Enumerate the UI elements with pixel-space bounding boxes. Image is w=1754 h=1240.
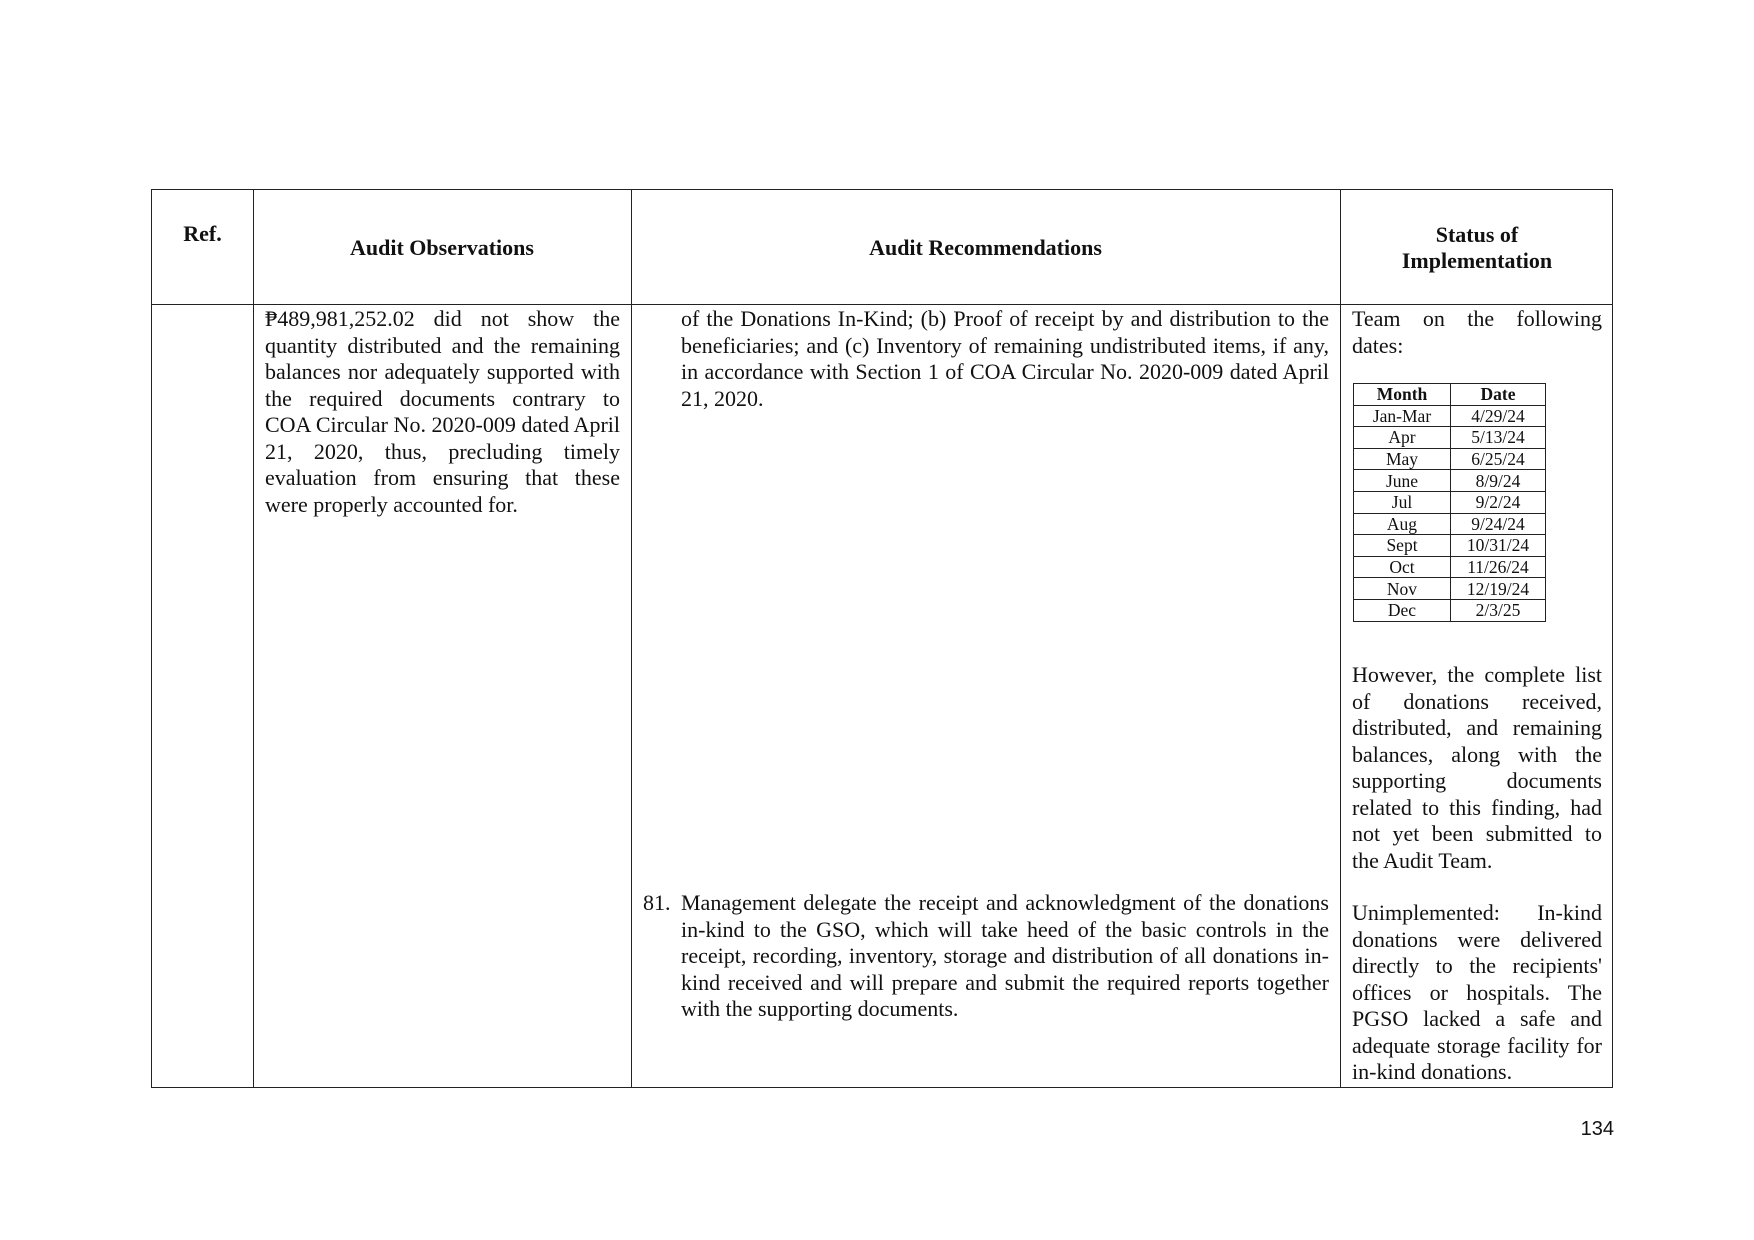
table-row xyxy=(1354,513,1546,535)
dates-month-cell: Jul xyxy=(1354,491,1451,513)
table-row xyxy=(1354,491,1546,513)
header-audit-recommendations: Audit Recommendations xyxy=(869,235,1102,260)
dates-month-cell: Sept xyxy=(1354,535,1451,557)
table-row xyxy=(1354,405,1546,427)
dates-date-cell: 4/29/24 xyxy=(1451,405,1546,427)
dates-date-cell: 8/9/24 xyxy=(1451,470,1546,492)
dates-header-date: Date xyxy=(1451,384,1546,406)
header-audit-observations: Audit Observations xyxy=(350,235,534,260)
dates-date-cell: 10/31/24 xyxy=(1451,535,1546,557)
dates-date-cell: 6/25/24 xyxy=(1451,448,1546,470)
dates-date-cell: 5/13/24 xyxy=(1451,427,1546,449)
dates-month-cell: Aug xyxy=(1354,513,1451,535)
submission-dates-table xyxy=(1353,383,1546,622)
table-row xyxy=(1354,599,1546,621)
dates-month-cell: Nov xyxy=(1354,578,1451,600)
header-status-line-1: Status of xyxy=(1435,222,1519,247)
column-divider xyxy=(631,190,632,1087)
header-divider xyxy=(152,304,1612,305)
header-ref: Ref. xyxy=(183,221,222,246)
status-intro-text: Team on the following dates: xyxy=(1352,306,1602,358)
observation-text: ₱489,981,252.02 did not show the quantity distributed and the remaining balances nor adequately supported with the required documents contrary to COA Circular No. 2020-009 dated April 21, 2020, thus, precluding timely evaluation from ensuring that these were properly accounted for. xyxy=(265,306,620,517)
header-status-of-implementation xyxy=(1340,222,1614,274)
dates-month-cell: Dec xyxy=(1354,599,1451,621)
page-number: 134 xyxy=(1580,1118,1614,1140)
recommendation-continued-text: of the Donations In-Kind; (b) Proof of receipt by and distribution to the beneficiaries; and (c) Inventory of remaining undistributed items, if any, in accordance with Section 1 of COA Circular No. 2020-009 dated April 21, 2020. xyxy=(681,306,1329,411)
dates-month-cell: Jan-Mar xyxy=(1354,405,1451,427)
status-however-text: However, the complete list of donations received, distributed, and remaining balances, along with the supporting documents related to this finding, had not yet been submitted to the Audit Team. xyxy=(1352,662,1602,873)
dates-date-cell: 12/19/24 xyxy=(1451,578,1546,600)
table-row xyxy=(1354,448,1546,470)
table-row xyxy=(1354,470,1546,492)
dates-date-cell: 9/24/24 xyxy=(1451,513,1546,535)
column-divider xyxy=(253,190,254,1087)
dates-table-header-row xyxy=(1354,384,1546,406)
table-row xyxy=(1354,556,1546,578)
table-row xyxy=(1354,535,1546,557)
dates-month-cell: May xyxy=(1354,448,1451,470)
dates-date-cell: 2/3/25 xyxy=(1451,599,1546,621)
audit-table xyxy=(151,189,1613,1088)
recommendation-81-text: Management delegate the receipt and acknowledgment of the donations in-kind to the GSO, which will take heed of the basic controls in the receipt, recording, inventory, storage and distribution of all donations in-kind received and will prepare and submit the required reports together with the supporting documents. xyxy=(681,890,1329,1021)
dates-month-cell: June xyxy=(1354,470,1451,492)
dates-month-cell: Oct xyxy=(1354,556,1451,578)
header-status-line-2: Implementation xyxy=(1401,248,1553,273)
column-divider xyxy=(1340,190,1341,1087)
table-row xyxy=(1354,427,1546,449)
dates-date-cell: 9/2/24 xyxy=(1451,491,1546,513)
dates-header-month: Month xyxy=(1354,384,1451,406)
recommendation-81-number: 81. xyxy=(643,890,671,915)
status-unimplemented-text: Unimplemented: In-kind donations were delivered directly to the recipients' offices or hospitals. The PGSO lacked a safe and adequate storage facility for in-kind donations. xyxy=(1352,900,1602,1084)
table-row xyxy=(1354,578,1546,600)
dates-month-cell: Apr xyxy=(1354,427,1451,449)
dates-date-cell: 11/26/24 xyxy=(1451,556,1546,578)
